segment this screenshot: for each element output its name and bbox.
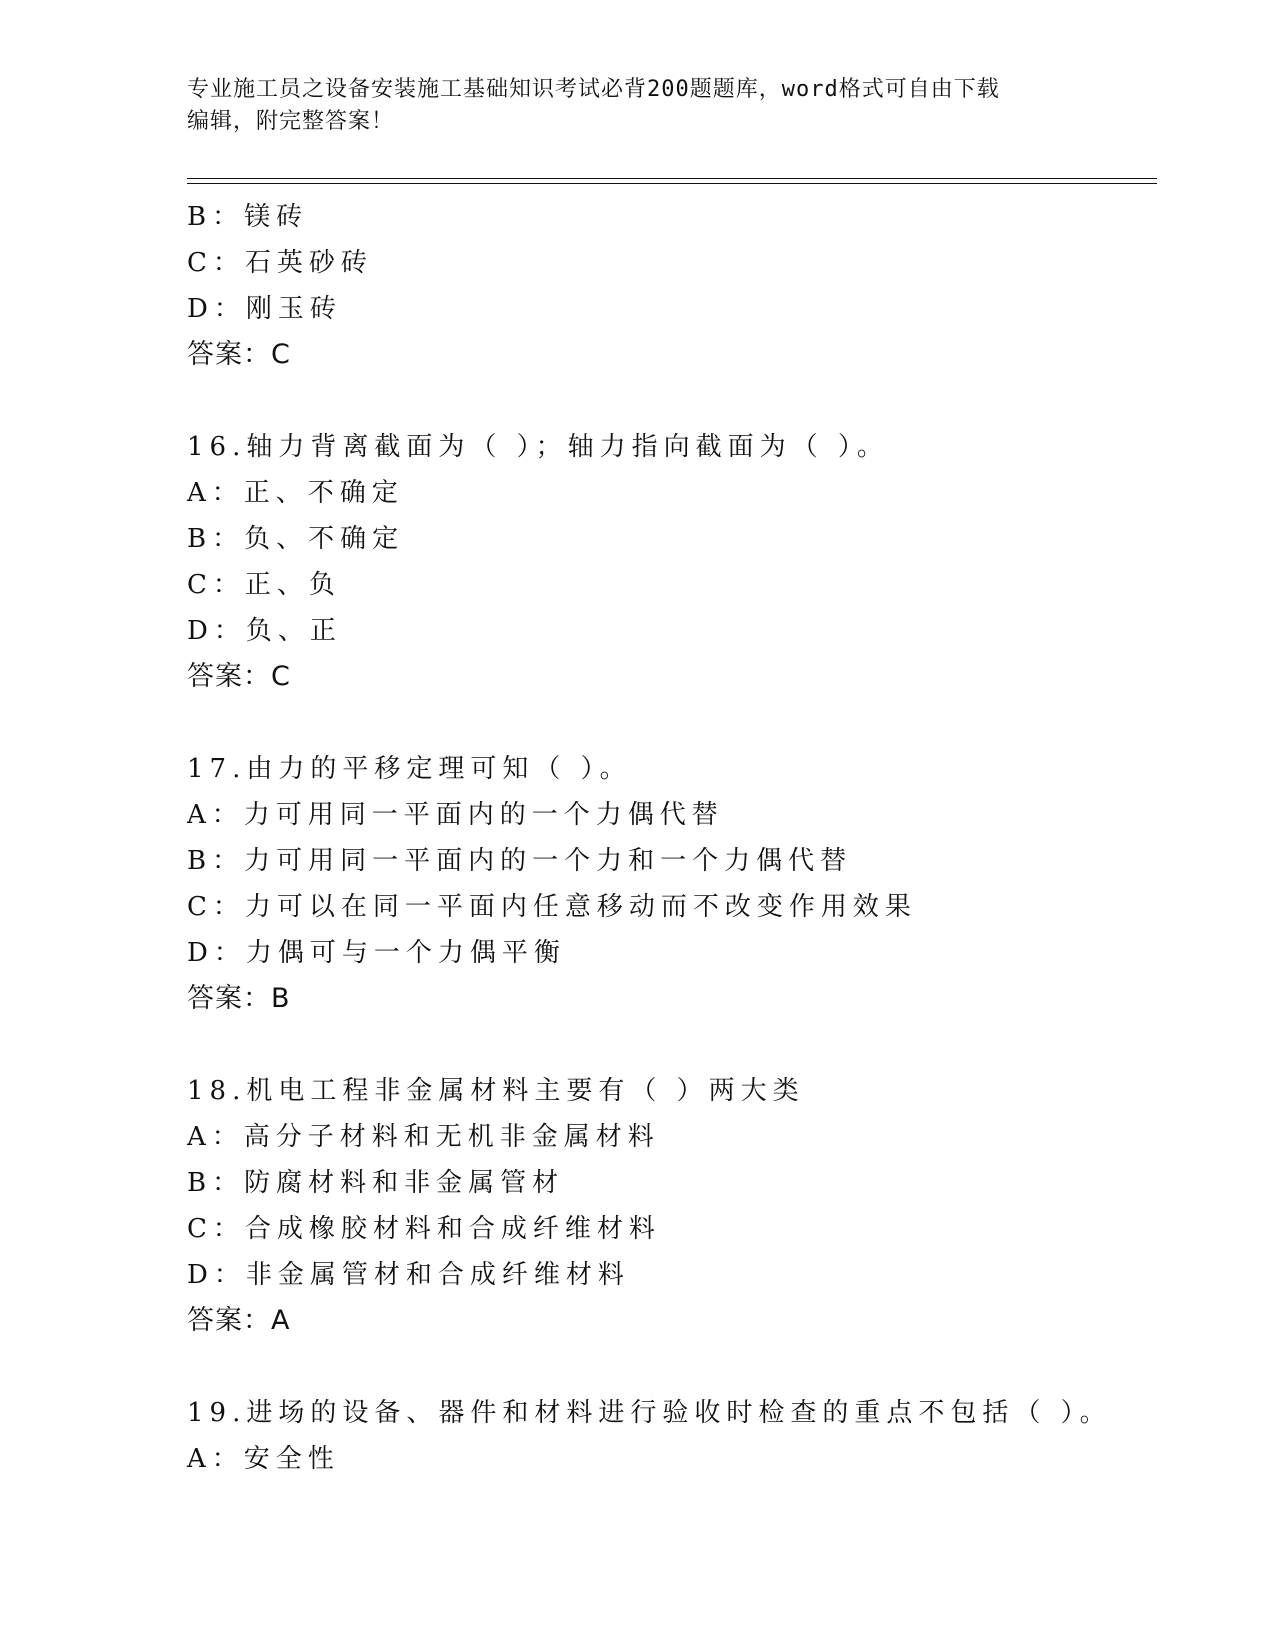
- answer-line: 答案：C: [187, 661, 291, 692]
- option-d: D：非金属管材和合成纤维材料: [187, 1260, 630, 1290]
- option-c: C：合成橡胶材料和合成纤维材料: [187, 1214, 661, 1244]
- document-header: [187, 74, 1087, 138]
- question-15: [187, 194, 1157, 378]
- question-18: [187, 1068, 1157, 1344]
- option-d: D：负、正: [187, 616, 342, 646]
- header-divider-top: [187, 178, 1157, 179]
- question-stem: 19.进场的设备、器件和材料进行验收时检查的重点不包括（ ）。: [187, 1398, 1112, 1428]
- question-stem: 16.轴力背离截面为（ ）；轴力指向截面为（ ）。: [187, 432, 889, 462]
- option-a: A：力可用同一平面内的一个力偶代替: [187, 800, 724, 830]
- option-b: B：镁砖: [187, 202, 309, 232]
- option-c: C：正、负: [187, 570, 341, 600]
- header-title-line-2: 编辑，附完整答案！: [187, 109, 395, 134]
- question-list: [187, 194, 1157, 1482]
- header-title-line-1: 专业施工员之设备安装施工基础知识考试必背200题题库，word格式可自由下载: [187, 77, 1000, 102]
- answer-line: 答案：C: [187, 339, 291, 370]
- question-17: [187, 746, 1157, 1022]
- option-a: A：高分子材料和无机非金属材料: [187, 1122, 660, 1152]
- option-a: A：安全性: [187, 1444, 340, 1474]
- spacer: [187, 378, 1157, 424]
- option-b: B：防腐材料和非金属管材: [187, 1168, 565, 1198]
- question-stem: 17.由力的平移定理可知（ ）。: [187, 754, 632, 784]
- option-b: B：负、不确定: [187, 524, 405, 554]
- option-a: A：正、不确定: [187, 478, 404, 508]
- spacer: [187, 1022, 1157, 1068]
- answer-line: 答案：B: [187, 983, 291, 1014]
- option-c: C：石英砂砖: [187, 248, 373, 278]
- question-16: [187, 424, 1157, 700]
- option-c: C：力可以在同一平面内任意移动而不改变作用效果: [187, 892, 917, 922]
- header-divider-bottom: [187, 183, 1157, 184]
- spacer: [187, 700, 1157, 746]
- option-d: D：刚玉砖: [187, 294, 342, 324]
- question-19: [187, 1390, 1157, 1482]
- question-stem: 18.机电工程非金属材料主要有（ ）两大类: [187, 1076, 805, 1106]
- option-d: D：力偶可与一个力偶平衡: [187, 938, 566, 968]
- answer-line: 答案：A: [187, 1305, 291, 1336]
- option-b: B：力可用同一平面内的一个力和一个力偶代替: [187, 846, 853, 876]
- spacer: [187, 1344, 1157, 1390]
